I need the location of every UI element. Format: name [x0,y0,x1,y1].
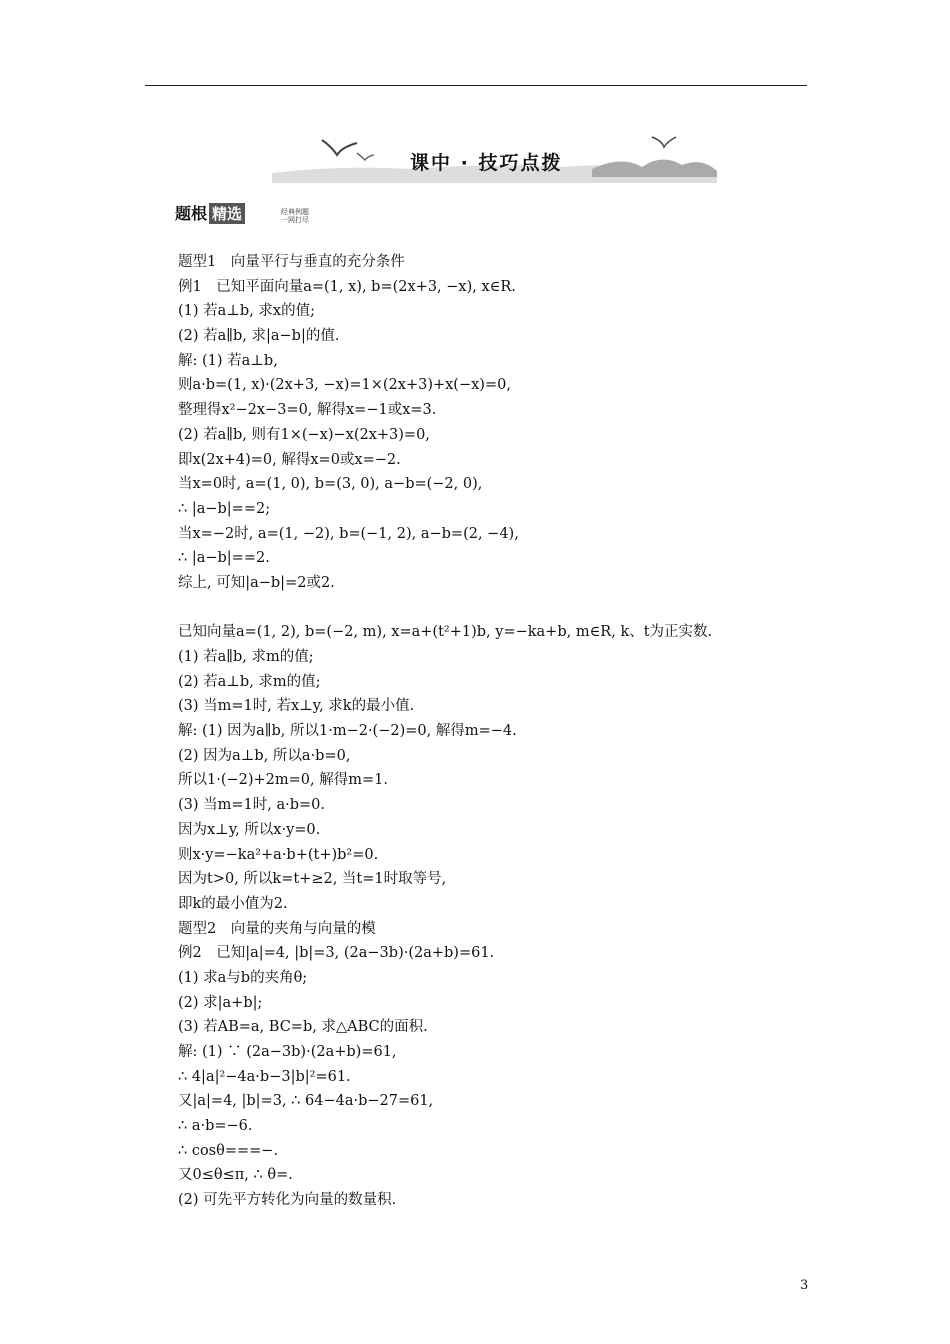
text-line: 解: (1) ∵ (2a−3b)·(2a+b)=61, [178,1044,397,1060]
header-rule [145,85,807,86]
text-line: (2) 若a∥b, 求|a−b|的值. [178,328,340,345]
text-line: 因为t>0, 所以k=t+≥2, 当t=1时取等号, [178,871,447,888]
text-line: (2) 求|a+b|; [178,994,263,1011]
text-line: ∴ a·b=−6. [178,1118,253,1135]
bird-icon [322,140,357,155]
text-line: 解: (1) 因为a∥b, 所以1·m−2·(−2)=0, 解得m=−4. [178,723,517,740]
text-line: ∴ 4|a|²−4a·b−3|b|²=61. [178,1068,351,1085]
text-line: 已知向量a=(1, 2), b=(−2, m), x=a+(t²+1)b, y=−ka+b, m∈R, k、t为正实数. [178,624,713,641]
text-line: 则a·b=(1, x)·(2x+3, −x)=1×(2x+3)+x(−x)=0, [178,377,511,394]
text-line: 题型1 向量平行与垂直的充分条件 [178,254,405,270]
bird-icon [652,137,676,147]
text-line: (2) 若a∥b, 则有1×(−x)−x(2x+3)=0, [178,426,430,443]
text-line: ∴ |a−b|==2. [178,550,270,567]
text-line: 综上, 可知|a−b|=2或2. [178,574,335,591]
text-line: 当x=0时, a=(1, 0), b=(3, 0), a−b=(−2, 0), [178,476,483,493]
text-line: (1) 若a⊥b, 求x的值; [178,303,315,320]
text-line: 所以1·(−2)+2m=0, 解得m=1. [178,772,388,789]
text-line: 因为x⊥y, 所以x·y=0. [178,821,321,838]
text-line: 即k的最小值为2. [178,895,288,912]
text-line: (2) 若a⊥b, 求m的值; [178,673,321,690]
section-label [175,200,309,224]
text-line: 例2 已知|a|=4, |b|=3, (2a−3b)·(2a+b)=61. [178,945,495,962]
text-line: 题型2 向量的夹角与向量的模 [178,920,376,937]
text-line: 即x(2x+4)=0, 解得x=0或x=−2. [178,451,401,468]
text-line: (3) 若AB=a, BC=b, 求△ABC的面积. [178,1019,428,1036]
text-line: ∴ cosθ===−. [178,1142,279,1159]
section-subtitle [281,208,309,224]
text-line: 解: (1) 若a⊥b, [178,352,278,369]
text-line: 例1 已知平面向量a=(1, x), b=(2x+3, −x), x∈R. [178,278,516,295]
text-line: (1) 若a∥b, 求m的值; [178,649,314,665]
text-line: 整理得x²−2x−3=0, 解得x=−1或x=3. [178,402,437,419]
page-number: 3 [800,1278,809,1293]
section-sub2: 一网打尽 [281,216,310,224]
bird-icon [357,153,374,160]
text-line: 当x=−2时, a=(1, −2), b=(−1, 2), a−b=(2, −4), [178,525,519,542]
text-line: (2) 可先平方转化为向量的数量积. [178,1192,397,1209]
section-label-b: 精选 [209,203,245,224]
text-line: 则x·y=−ka²+a·b+(t+)b²=0. [178,846,379,863]
blank-line [178,596,818,621]
banner-title: 课中 · 技巧点拨 [410,152,563,174]
text-line: 又0≤θ≤π, ∴ θ=. [178,1167,293,1184]
text-line: (1) 求a与b的夹角θ; [178,969,308,986]
text-line: 又|a|=4, |b|=3, ∴ 64−4a·b−27=61, [178,1093,434,1110]
text-line: (3) 当m=1时, a·b=0. [178,797,326,814]
text-line: (2) 因为a⊥b, 所以a·b=0, [178,747,351,764]
document-body [178,250,818,1213]
text-line: ∴ |a−b|==2; [178,500,271,517]
text-line: (3) 当m=1时, 若x⊥y, 求k的最小值. [178,698,415,715]
section-label-a: 题根 [175,204,208,223]
section-sub1: 经典例题 [281,208,310,216]
